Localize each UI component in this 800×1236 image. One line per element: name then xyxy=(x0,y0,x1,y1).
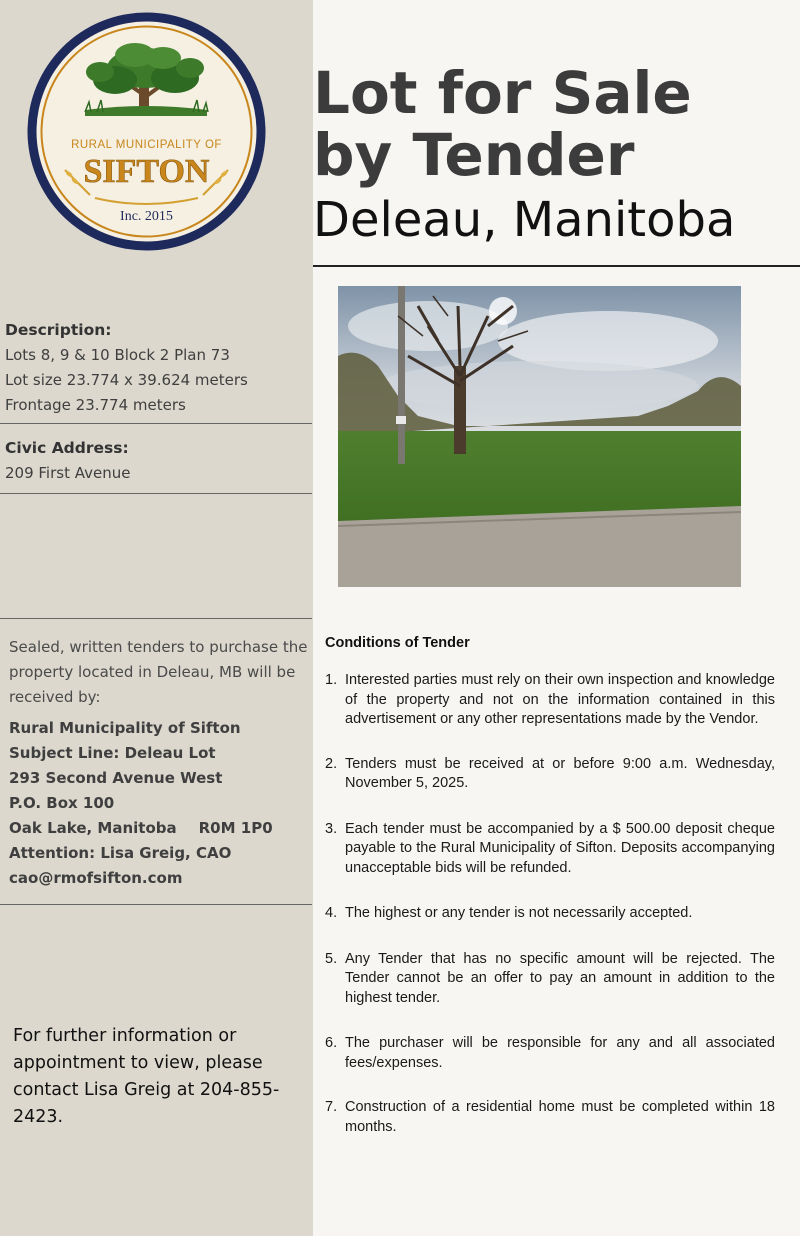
condition-item xyxy=(325,671,775,730)
contact-city-line xyxy=(9,816,309,841)
divider xyxy=(0,618,312,619)
condition-number: 1. xyxy=(325,672,338,688)
condition-item xyxy=(325,1034,775,1073)
contact-email[interactable]: cao@rmofsifton.com xyxy=(9,869,183,887)
title-line-1: Lot for Sale xyxy=(313,59,692,127)
condition-text: The purchaser will be responsible for any and all associated fees/expenses. xyxy=(345,1035,775,1071)
condition-number: 5. xyxy=(325,950,338,967)
description-heading: Description: xyxy=(5,321,112,339)
condition-text: Any Tender that has no specific amount will be rejected. The Tender cannot be an offer to pay an amount in addition to the highest tender. xyxy=(345,950,775,1006)
title-line-2: by Tender xyxy=(313,121,635,189)
title-divider xyxy=(313,265,800,267)
logo-name: SIFTON xyxy=(83,153,210,190)
description-line: Frontage 23.774 meters xyxy=(5,396,186,414)
civic-heading: Civic Address: xyxy=(5,439,129,457)
further-information: For further information or appointment to view, please contact Lisa Greig at 204-855-2423. xyxy=(13,1026,280,1127)
condition-item xyxy=(325,950,775,1009)
condition-number: 7. xyxy=(325,1099,338,1115)
contact-street: 293 Second Avenue West xyxy=(9,769,223,787)
description-line: Lots 8, 9 & 10 Block 2 Plan 73 xyxy=(5,346,230,364)
contact-attention: Attention: Lisa Greig, CAO xyxy=(9,844,232,862)
contact-block xyxy=(9,716,309,891)
contact-subject: Subject Line: Deleau Lot xyxy=(9,744,216,762)
logo-inc: Inc. 2015 xyxy=(120,209,173,224)
description-section xyxy=(5,318,305,418)
condition-number: 2. xyxy=(325,755,338,772)
condition-number: 4. xyxy=(325,905,338,921)
condition-text: The highest or any tender is not necessarily accepted. xyxy=(345,905,693,921)
logo-top-text: RURAL MUNICIPALITY OF xyxy=(71,139,222,151)
title-block xyxy=(313,59,800,250)
property-photo xyxy=(338,286,741,587)
municipality-logo xyxy=(25,10,268,253)
condition-number: 6. xyxy=(325,1035,338,1051)
contact-postal: R0M 1P0 xyxy=(198,819,273,837)
contact-city: Oak Lake, Manitoba xyxy=(9,819,177,837)
civic-address-section xyxy=(5,436,305,486)
description-line: Lot size 23.774 x 39.624 meters xyxy=(5,371,248,389)
condition-number: 3. xyxy=(325,820,338,837)
condition-item xyxy=(325,755,775,794)
conditions-heading: Conditions of Tender xyxy=(325,635,470,651)
condition-text: Construction of a residential home must be completed within 18 months. xyxy=(345,1099,775,1135)
conditions-section xyxy=(325,635,775,1137)
location-title: Deleau, Manitoba xyxy=(313,192,736,248)
condition-item xyxy=(325,820,775,879)
condition-item xyxy=(325,904,775,924)
condition-text: Each tender must be accompanied by a $ 500.00 deposit cheque payable to the Rural Municipality of Sifton. Deposits accompanying unacceptable bids will be refunded. xyxy=(345,820,775,876)
divider xyxy=(0,904,312,905)
divider xyxy=(0,493,312,494)
contact-org: Rural Municipality of Sifton xyxy=(9,719,241,737)
divider xyxy=(0,423,312,424)
sealed-tenders-text: Sealed, written tenders to purchase the property located in Deleau, MB will be received by: xyxy=(9,638,308,706)
civic-address: 209 First Avenue xyxy=(5,464,131,482)
condition-text: Interested parties must rely on their own inspection and knowledge of the property and not on the information contained in this advertisement or any other representations made by the Vendor. xyxy=(345,672,775,727)
contact-po-box: P.O. Box 100 xyxy=(9,794,115,812)
condition-item xyxy=(325,1098,775,1137)
condition-text: Tenders must be received at or before 9:00 a.m. Wednesday, November 5, 2025. xyxy=(345,755,775,791)
